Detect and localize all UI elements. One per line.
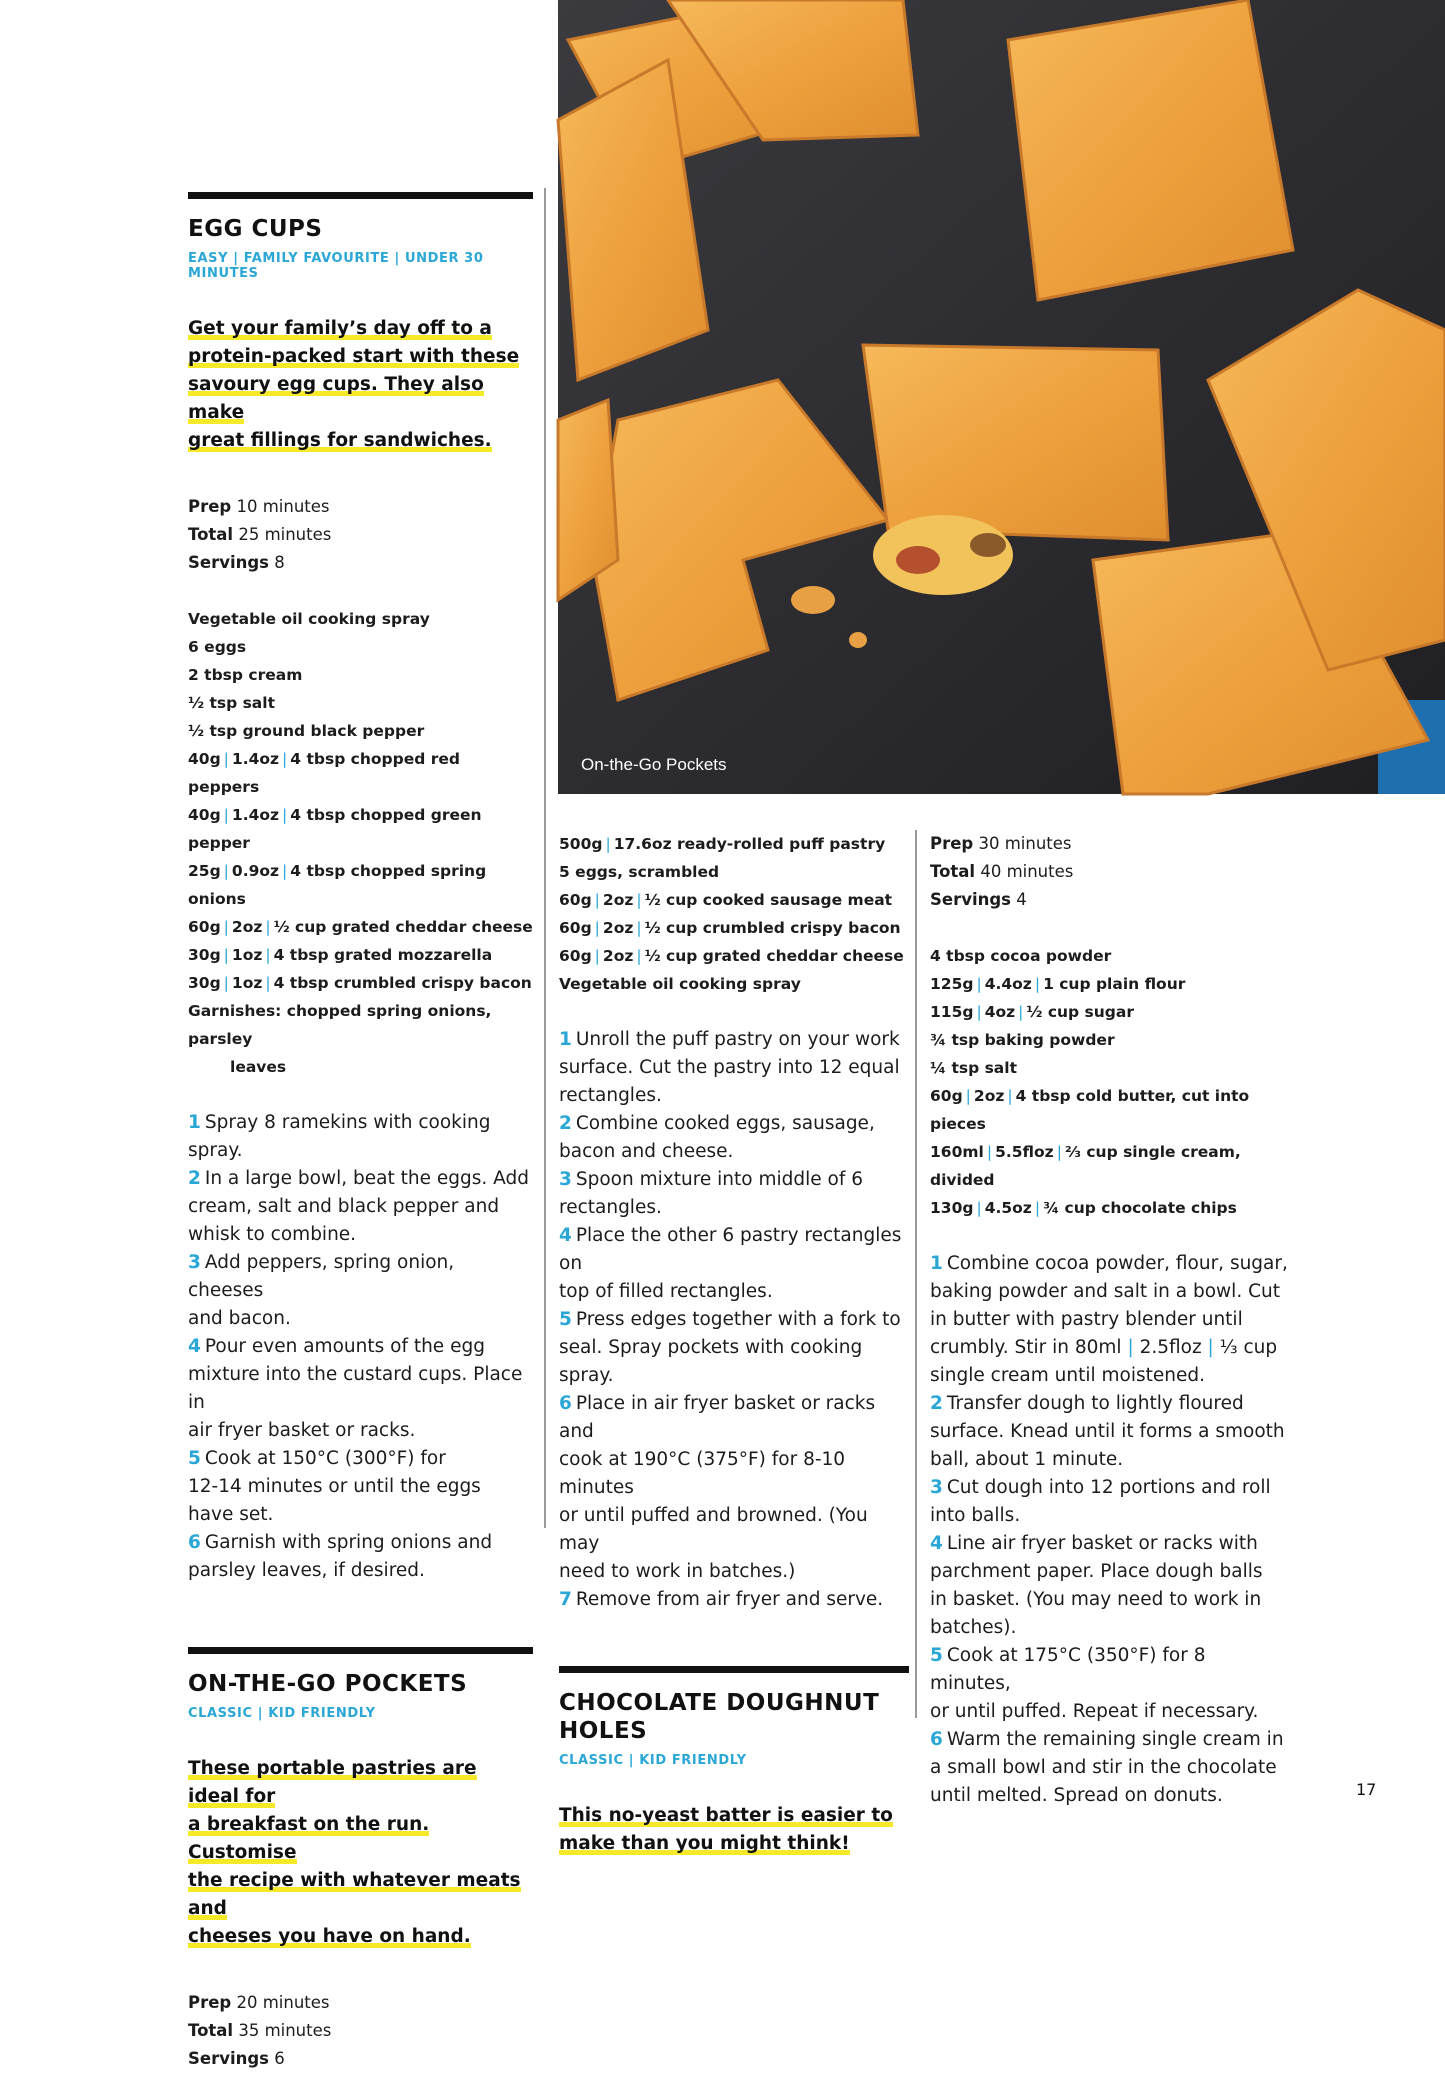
method-step-line: bacon and cheese. xyxy=(559,1141,734,1162)
method-step: 5 Press edges together with a fork to xyxy=(559,1309,901,1330)
method-step: 7 Remove from air fryer and serve. xyxy=(559,1589,884,1610)
section-bar xyxy=(559,1666,909,1673)
ingredient-list xyxy=(188,605,533,1053)
recipe-chocolate-doughnut-holes xyxy=(559,1666,909,1858)
method-step: 4 Pour even amounts of the egg xyxy=(188,1336,485,1357)
method-step: 6 Warm the remaining single cream in xyxy=(930,1729,1284,1750)
recipe-intro: These portable pastries are ideal for a breakfast on the run. Customise the recipe with whatever meats and cheeses you have on hand. xyxy=(188,1758,521,1947)
method-step-line: top of filled rectangles. xyxy=(559,1281,773,1302)
recipe-intro: This no-yeast batter is easier to make than you might think! xyxy=(559,1805,893,1854)
meta-prep: Prep 20 minutes xyxy=(188,1993,330,2012)
method-step-line: surface. Knead until it forms a smooth xyxy=(930,1421,1285,1442)
ingredient-item: 30g | 1oz | 4 tbsp crumbled crispy bacon xyxy=(188,974,532,992)
ingredient-item: 500g | 17.6oz ready-rolled puff pastry xyxy=(559,835,886,853)
meta-servings: Servings 8 xyxy=(188,553,285,572)
recipe-meta xyxy=(930,830,1290,914)
ingredient-item: leaves xyxy=(230,1058,287,1076)
method-step-line: in butter with pastry blender until xyxy=(930,1309,1243,1330)
meta-prep: Prep 10 minutes xyxy=(188,497,330,516)
method-steps xyxy=(559,1026,909,1614)
ingredient-list xyxy=(930,942,1290,1222)
ingredient-item: 60g | 2oz | 4 tbsp cold butter, cut into pieces xyxy=(930,1087,1250,1133)
ingredient-item: 25g | 0.9oz | 4 tbsp chopped spring onions xyxy=(188,862,487,908)
recipe-tags: EASY | FAMILY FAVOURITE | UNDER 30 MINUTES xyxy=(188,251,484,281)
method-step: 3 Add peppers, spring onion, cheeses xyxy=(188,1252,455,1301)
section-bar xyxy=(188,192,533,199)
method-step-line: rectangles. xyxy=(559,1197,662,1218)
method-step-line: need to work in batches.) xyxy=(559,1561,796,1582)
column-2 xyxy=(559,830,909,1858)
method-step: 5 Cook at 150°C (300°F) for xyxy=(188,1448,446,1469)
ingredient-item: 5 eggs, scrambled xyxy=(559,863,720,881)
method-step-line: baking powder and salt in a bowl. Cut xyxy=(930,1281,1280,1302)
method-step-line: batches). xyxy=(930,1617,1017,1638)
method-step-line: until melted. Spread on donuts. xyxy=(930,1785,1223,1806)
method-step: 2 In a large bowl, beat the eggs. Add xyxy=(188,1168,529,1189)
ingredient-item: 40g | 1.4oz | 4 tbsp chopped green pepper xyxy=(188,806,482,852)
ingredient-item: 2 tbsp cream xyxy=(188,666,303,684)
ingredient-item: 40g | 1.4oz | 4 tbsp chopped red peppers xyxy=(188,750,461,796)
method-step: 3 Spoon mixture into middle of 6 xyxy=(559,1169,864,1190)
recipe-title: CHOCOLATE DOUGHNUT HOLES xyxy=(559,1690,880,1744)
method-step-line: parsley leaves, if desired. xyxy=(188,1560,425,1581)
method-step-line: single cream until moistened. xyxy=(930,1365,1205,1386)
recipe-meta xyxy=(188,493,533,577)
method-step-line: air fryer basket or racks. xyxy=(188,1420,416,1441)
method-steps xyxy=(188,1109,533,1585)
method-step: 2 Combine cooked eggs, sausage, xyxy=(559,1113,875,1134)
ingredient-item: 160ml | 5.5floz | ⅔ cup single cream, divided xyxy=(930,1143,1241,1189)
meta-servings: Servings 4 xyxy=(930,890,1027,909)
method-step: 6 Place in air fryer basket or racks and xyxy=(559,1393,876,1442)
method-step: 4 Place the other 6 pastry rectangles on xyxy=(559,1225,902,1274)
ingredient-item: 30g | 1oz | 4 tbsp grated mozzarella xyxy=(188,946,493,964)
method-step-line: into balls. xyxy=(930,1505,1021,1526)
method-step: 5 Cook at 175°C (350°F) for 8 minutes, xyxy=(930,1645,1206,1694)
method-step-line: or until puffed. Repeat if necessary. xyxy=(930,1701,1259,1722)
recipe-meta xyxy=(188,1989,533,2073)
method-step-line: have set. xyxy=(188,1504,274,1525)
method-step-line: mixture into the custard cups. Place in xyxy=(188,1364,523,1413)
section-bar xyxy=(188,1647,533,1654)
column-3 xyxy=(930,830,1290,1810)
method-step: 1 Spray 8 ramekins with cooking spray. xyxy=(188,1112,491,1161)
column-divider-1 xyxy=(544,188,546,1528)
ingredient-list xyxy=(559,830,909,998)
meta-total: Total 35 minutes xyxy=(188,2021,332,2040)
method-step-line: 12-14 minutes or until the eggs xyxy=(188,1476,481,1497)
ingredient-item: 60g | 2oz | ½ cup grated cheddar cheese xyxy=(188,918,533,936)
method-step: 1 Unroll the puff pastry on your work xyxy=(559,1029,900,1050)
method-step-line: surface. Cut the pastry into 12 equal xyxy=(559,1057,900,1078)
meta-prep: Prep 30 minutes xyxy=(930,834,1072,853)
recipe-egg-cups xyxy=(188,192,533,1585)
ingredient-item: 60g | 2oz | ½ cup crumbled crispy bacon xyxy=(559,919,901,937)
photo-caption: On-the-Go Pockets xyxy=(581,755,727,774)
ingredient-item: Vegetable oil cooking spray xyxy=(559,975,801,993)
meta-servings: Servings 6 xyxy=(188,2049,285,2068)
method-step-line: or until puffed and browned. (You may xyxy=(559,1505,868,1554)
page-number: 17 xyxy=(1356,1780,1377,1799)
method-step-line: parchment paper. Place dough balls xyxy=(930,1561,1263,1582)
ingredient-item: Garnishes: chopped spring onions, parsley xyxy=(188,1002,492,1048)
method-step-line: in basket. (You may need to work in xyxy=(930,1589,1262,1610)
method-step-line: a small bowl and stir in the chocolate xyxy=(930,1757,1277,1778)
meta-total: Total 25 minutes xyxy=(188,525,332,544)
recipe-tags: CLASSIC | KID FRIENDLY xyxy=(188,1706,376,1721)
ingredient-item: 6 eggs xyxy=(188,638,247,656)
method-step-line: crumbly. Stir in 80ml | 2.5floz | ⅓ cup xyxy=(930,1337,1278,1358)
ingredient-item: 115g | 4oz | ½ cup sugar xyxy=(930,1003,1135,1021)
recipe-tags: CLASSIC | KID FRIENDLY xyxy=(559,1753,747,1768)
recipe-title: EGG CUPS xyxy=(188,216,323,242)
ingredient-item: ½ tsp ground black pepper xyxy=(188,722,425,740)
ingredient-item: ¼ tsp salt xyxy=(930,1059,1017,1077)
meta-total: Total 40 minutes xyxy=(930,862,1074,881)
ingredient-item: Vegetable oil cooking spray xyxy=(188,610,430,628)
ingredient-item: ¾ tsp baking powder xyxy=(930,1031,1115,1049)
ingredient-item: 60g | 2oz | ½ cup cooked sausage meat xyxy=(559,891,893,909)
method-step: 3 Cut dough into 12 portions and roll xyxy=(930,1477,1271,1498)
method-step-line: ball, about 1 minute. xyxy=(930,1449,1124,1470)
recipe-on-the-go-pockets xyxy=(188,1647,533,2073)
column-1 xyxy=(188,192,533,2073)
method-step-line: and bacon. xyxy=(188,1308,291,1329)
food-photo xyxy=(558,0,1445,794)
ingredient-item: 125g | 4.4oz | 1 cup plain flour xyxy=(930,975,1186,993)
method-step: 1 Combine cocoa powder, flour, sugar, xyxy=(930,1253,1288,1274)
method-step-line: cook at 190°C (375°F) for 8-10 minutes xyxy=(559,1449,846,1498)
recipe-title: ON-THE-GO POCKETS xyxy=(188,1671,468,1697)
method-steps xyxy=(930,1250,1290,1810)
method-step-line: whisk to combine. xyxy=(188,1224,357,1245)
ingredient-item: 60g | 2oz | ½ cup grated cheddar cheese xyxy=(559,947,904,965)
method-step-line: rectangles. xyxy=(559,1085,662,1106)
method-step: 2 Transfer dough to lightly floured xyxy=(930,1393,1244,1414)
method-step: 4 Line air fryer basket or racks with xyxy=(930,1533,1258,1554)
ingredient-item: 130g | 4.5oz | ¾ cup chocolate chips xyxy=(930,1199,1237,1217)
pastry-illustration xyxy=(558,0,1445,794)
recipe-intro: Get your family’s day off to a protein-packed start with these savoury egg cups. They also make great fillings for sandwiches. xyxy=(188,318,520,451)
ingredient-item: 4 tbsp cocoa powder xyxy=(930,947,1112,965)
column-divider-2 xyxy=(915,830,917,1718)
method-step-line: seal. Spray pockets with cooking spray. xyxy=(559,1337,863,1386)
method-step: 6 Garnish with spring onions and xyxy=(188,1532,493,1553)
ingredient-item: ½ tsp salt xyxy=(188,694,275,712)
method-step-line: cream, salt and black pepper and xyxy=(188,1196,500,1217)
